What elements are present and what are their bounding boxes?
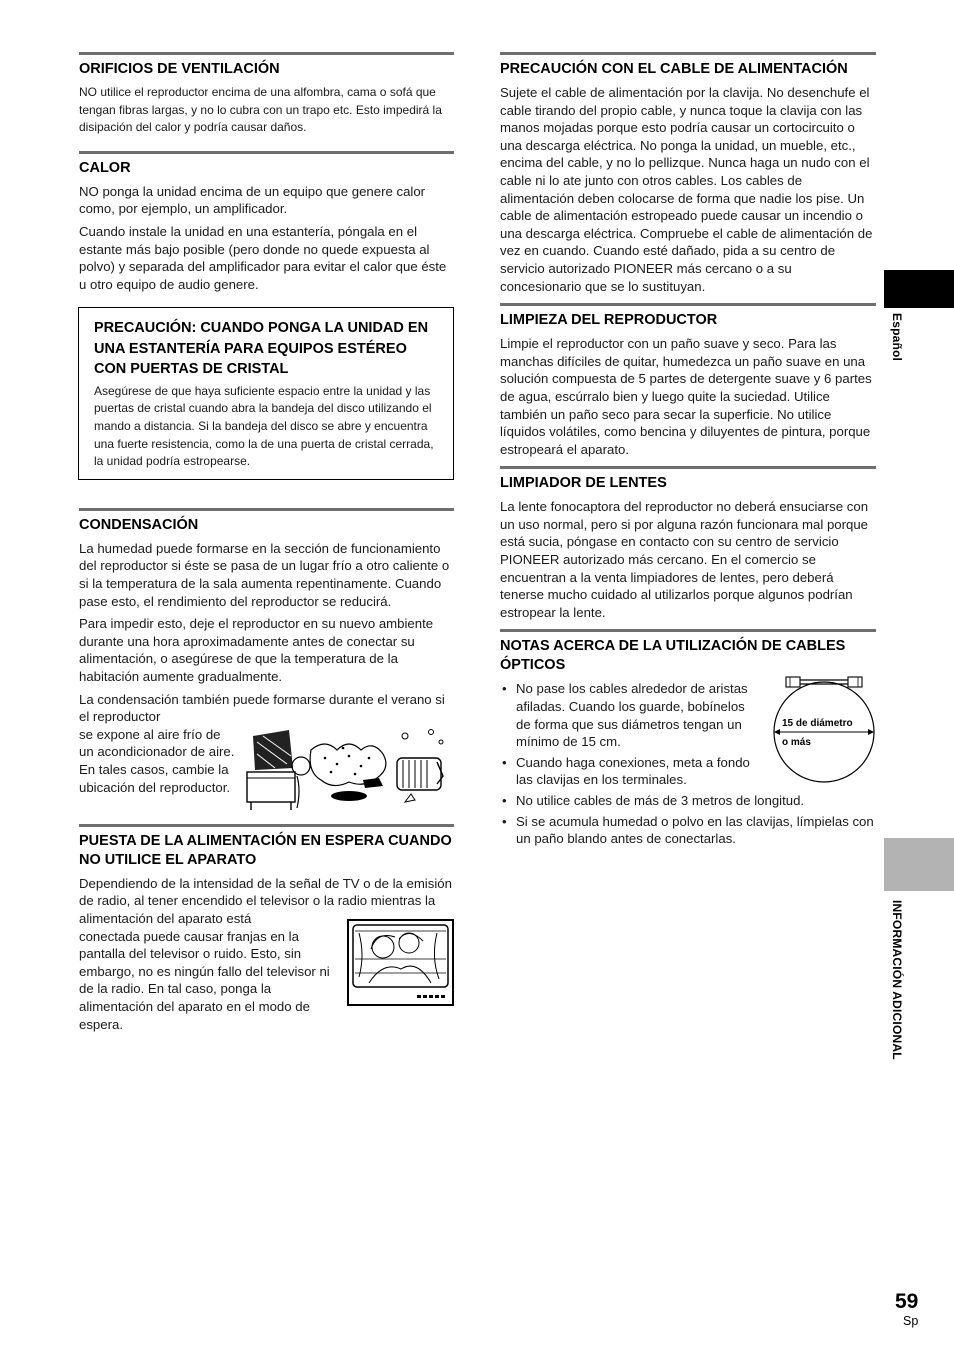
page-lang-code: Sp xyxy=(903,1314,919,1328)
condensacion-paragraph-3a: La condensación también puede formarse durante el verano si el reproductor xyxy=(79,691,445,725)
section-optico xyxy=(500,629,876,847)
section-title-lentes: LIMPIADOR DE LENTES xyxy=(500,475,667,492)
section-title-condensacion: CONDENSACIÓN xyxy=(79,516,199,533)
diagram-label-diameter: 15 de diámetro xyxy=(782,718,853,730)
condensacion-paragraph-2: Para impedir esto, deje el reproductor en su nuevo ambiente durante una hora aproximadamente antes de conectar su alimentación, o asegúrese de que la temperatura de la habitación aumente gradualmente. xyxy=(79,616,434,684)
section-limpieza xyxy=(500,303,876,458)
condensacion-paragraph-3b: se expone al aire frío de un acondicionador de aire. En tales casos, cambie la ubicación del reproductor. xyxy=(79,726,235,795)
left-column xyxy=(79,52,454,1041)
espera-paragraph-1a: Dependiendo de la intensidad de la señal de TV o de la emisión de radio, al tener encendido el televisor o la radio mientras la alimentación del aparato está xyxy=(79,875,452,926)
cable-coil-diagram xyxy=(772,674,876,784)
list-item: • Cuando haga conexiones, meta a fondo las clavijas en los terminales. xyxy=(500,754,751,789)
side-label-language: Español xyxy=(890,313,904,362)
list-item: • No utilice cables de más de 3 metros de longitud. xyxy=(500,792,876,810)
list-item: • No pase los cables alrededor de aristas afiladas. Cuando los guarde, bobínelos de forma que sus diámetros tengan un mínimo de 15 cm. xyxy=(500,680,751,750)
section-title-calor: CALOR xyxy=(79,159,131,176)
air-conditioner-illustration xyxy=(245,728,449,814)
caution-box-body: Asegúrese de que haya suficiente espacio entre la unidad y las puertas de cristal cuando abra la bandeja del disco utilizando el mando a distancia. Si la bandeja del disco se abre y encuentra una fuerte resistencia, como la de una puerta de cristal cerrada, la unidad podría estropearse. xyxy=(94,383,434,469)
calor-paragraph-2: Cuando instale la unidad en una estantería, póngala en el estante más bajo posible (pero donde no quede expuesta al polvo) y separada del amplificador para evitar el calor que éste u otro equipo de audio genere. xyxy=(79,223,447,292)
section-title-cable: PRECAUCIÓN CON EL CABLE DE ALIMENTACIÓN xyxy=(500,61,848,77)
espera-paragraph-1b: conectada puede causar franjas en la pantalla del televisor o ruido. Esto, sin embargo, no es ningún fallo del televisor ni de la radio. En tal caso, ponga la alimentación del aparato en el modo de espera. xyxy=(79,928,330,1032)
section-ventilacion xyxy=(79,52,454,137)
section-cable xyxy=(500,52,876,295)
condensacion-paragraph-1: La humedad puede formarse en la sección de funcionamiento del reproductor si éste se pasa de un lugar frío a otro caliente o si la temperatura de la sala aumenta repentinamente. Cuando pase esto, el rendimiento del reproductor se reducirá. xyxy=(79,540,450,609)
limpieza-body: Limpie el reproductor con un paño suave y seco. Para las manchas difíciles de quitar, humedezca un paño suave en una solución compuesta de 5 partes de detergente suave y 6 partes de agua, escúrralo bien y luego quite la suciedad. Utilice también un paño seco para secar la superficie. No utilice líquidos volátiles, como bencina y diluyentes de pintura, porque estropeará el aparato. xyxy=(500,336,872,457)
section-title-ventilacion: ORIFICIOS DE VENTILACIÓN xyxy=(79,61,280,77)
lentes-body: La lente fonocaptora del reproductor no deberá ensuciarse con un uso normal, pero si por alguna razón funcionara mal porque está sucia, póngase en contacto con su centro de servicio PIONEER autorizado más cercano. En el comercio se encuentran a la venta limpiadores de lentes, pero deberá tenerse mucho cuidado al utilizarlos porque algunos podrían estropear la lente. xyxy=(500,499,869,620)
right-column xyxy=(500,52,876,856)
television-illustration xyxy=(347,919,454,1006)
caution-box-title: PRECAUCIÓN: CUANDO PONGA LA UNIDAD EN UNA ESTANTERÍA PARA EQUIPOS ESTÉREO CON PUERTAS DE CRISTAL xyxy=(94,320,429,378)
calor-paragraph-1: NO ponga la unidad encima de un equipo que genere calor como, por ejemplo, un amplificador. xyxy=(79,183,426,217)
section-calor xyxy=(79,151,454,294)
section-title-optico: NOTAS ACERCA DE LA UTILIZACIÓN DE CABLES ÓPTICOS xyxy=(500,638,846,674)
section-title-espera: PUESTA DE LA ALIMENTACIÓN EN ESPERA CUANDO NO UTILICE EL APARATO xyxy=(79,832,452,868)
diagram-label-minimum: o más xyxy=(782,737,811,749)
side-tab-black xyxy=(884,270,954,308)
section-lentes xyxy=(500,466,876,621)
section-condensacion xyxy=(79,508,454,814)
side-tab-gray xyxy=(884,838,954,891)
side-label-chapter: INFORMACIÓN ADICIONAL xyxy=(890,900,904,1060)
page-number: 59 xyxy=(895,1290,919,1313)
list-item: • Si se acumula humedad o polvo en las clavijas, límpielas con un paño blando antes de conectarlas. xyxy=(500,813,876,848)
caution-box-glass-doors xyxy=(78,307,454,479)
section-title-limpieza: LIMPIEZA DEL REPRODUCTOR xyxy=(500,312,718,329)
section-espera xyxy=(79,824,454,1033)
cable-body: Sujete el cable de alimentación por la clavija. No desenchufe el cable tirando del propio cable, y nunca toque la clavija con las manos mojadas porque esto podría causar un cortocircuito o una descarga eléctrica. No ponga la unidad, un mueble, etc., encima del cable, y no lo pellizque. Nunca haga un nudo con el cable ni lo ate junto con otros cables. Los cables de alimentación deben colocarse de forma que nadie los pise. Un cable de alimentación estropeado puede causar un incendio o una descarga eléctrica. Compruebe el cable de alimentación de vez en cuando. Cuando esté dañado, pida a su centro de servicio autorizado PIONEER más cercano o a su concesionario que se lo sustituyan. xyxy=(500,85,873,294)
section-body-ventilacion: NO utilice el reproductor encima de una alfombra, cama o sofá que tengan fibras largas, y no lo cubra con un trapo etc. Esto impedirá la disipación del calor y podría causar daños. xyxy=(79,85,442,135)
